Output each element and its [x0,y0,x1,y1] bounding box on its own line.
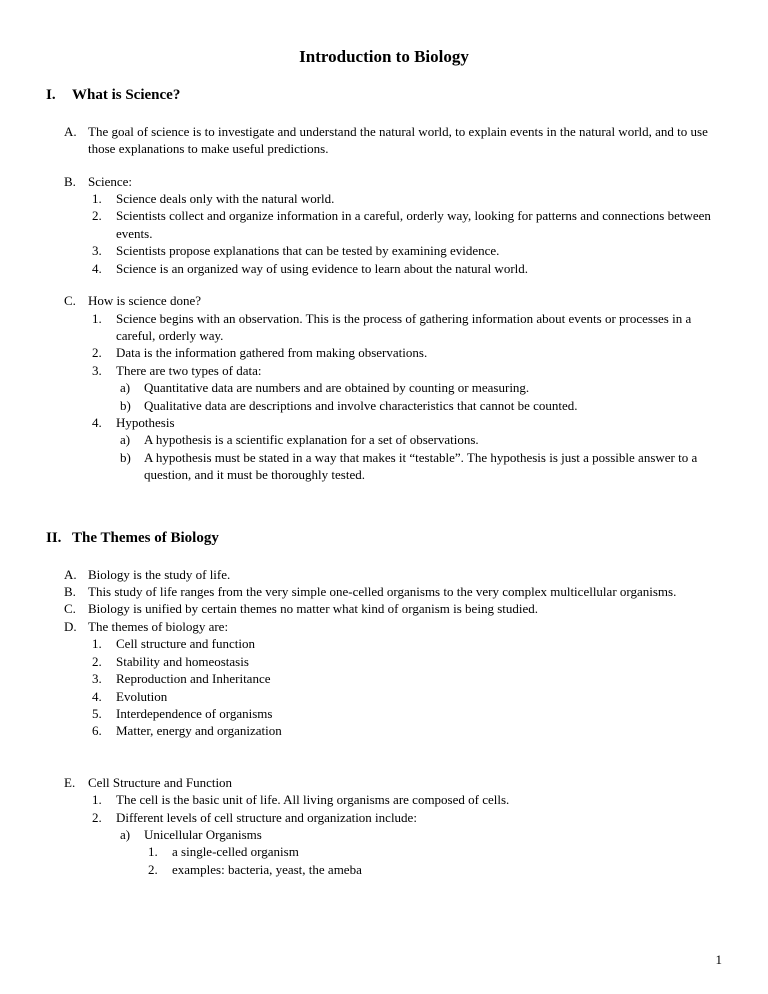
document-title: Introduction to Biology [299,47,469,66]
item-label: C. [64,293,76,309]
item-label: 4. [92,414,102,430]
outline-item [92,362,722,379]
item-text: Data is the information gathered from making observations. [116,345,428,361]
item-text: Unicellular Organisms [144,826,262,842]
item-label: 2. [92,345,102,361]
item-label: A. [64,566,77,582]
item-text: The cell is the basic unit of life. All living organisms are composed of cells. [116,792,510,808]
section-heading-2 [46,528,722,548]
item-text: Quantitative data are numbers and are obtained by counting or measuring. [144,380,530,396]
outline-item [92,791,722,808]
outline-item [148,861,722,878]
item-label: 1. [92,792,102,808]
item-label: 2. [92,809,102,825]
item-text: Science deals only with the natural world. [116,191,335,207]
item-text: Scientists collect and organize information in a careful, orderly way, looking for patterns and connections between events. [116,208,711,241]
outline-item [92,207,722,242]
outline-item [148,843,722,860]
item-label: 1. [92,636,102,652]
item-text: Scientists propose explanations that can be tested by examining evidence. [116,243,500,259]
section-title: What is Science? [72,86,181,103]
item-label: 3. [92,362,102,378]
item-text: Different levels of cell structure and organization include: [116,809,417,825]
item-label: C. [64,601,76,617]
item-text: a single-celled organism [172,844,299,860]
outline-item [92,190,722,207]
outline-item [92,310,722,345]
outline-item [64,566,722,583]
outline-item [92,809,722,826]
outline-item [92,344,722,361]
item-label: 1. [92,191,102,207]
outline-item [92,635,722,652]
item-label: E. [64,774,76,790]
outline-item [92,670,722,687]
item-text: A hypothesis is a scientific explanation for a set of observations. [144,432,479,448]
outline-item [64,600,722,617]
section-label: I. [46,86,56,103]
item-label: 4. [92,688,102,704]
page-number: 1 [715,951,722,967]
item-text: Cell structure and function [116,636,255,652]
outline-item [120,379,722,396]
item-label: B. [64,173,76,189]
item-text: Cell Structure and Function [88,774,233,790]
item-label: a) [120,432,131,448]
outline-item [92,414,722,431]
item-text: There are two types of data: [116,362,262,378]
item-text: This study of life ranges from the very simple one-celled organisms to the very complex multicellular organisms. [88,584,677,600]
item-text: Science: [88,173,133,189]
item-text: Hypothesis [116,414,175,430]
item-label: a) [120,380,131,396]
outline-item [92,705,722,722]
outline-item [92,653,722,670]
item-label: b) [120,449,131,465]
item-label: b) [120,397,131,413]
outline-item [64,618,722,635]
section-label: II. [46,529,62,546]
item-text: A hypothesis must be stated in a way that makes it “testable”. The hypothesis is just a possible answer to a question, and it must be thoroughly tested. [144,449,698,483]
item-label: 1. [148,844,158,860]
item-label: A. [64,123,77,139]
item-label: 3. [92,243,102,259]
outline-item [92,722,722,739]
item-label: 2. [92,208,102,224]
item-text: How is science done? [88,293,201,309]
item-label: 1. [92,310,102,326]
item-label: 4. [92,260,102,276]
item-text: Science is an organized way of using evidence to learn about the natural world. [116,260,529,276]
section-heading-1 [46,85,722,105]
outline-item [120,449,722,484]
item-label: D. [64,618,77,634]
outline-item [64,123,722,158]
outline-item [120,431,722,448]
section-title: The Themes of Biology [72,529,219,546]
item-label: 3. [92,671,102,687]
item-label: 2. [148,861,158,877]
outline-item [64,583,722,600]
item-text: examples: bacteria, yeast, the ameba [172,861,362,877]
item-text: Matter, energy and organization [116,723,282,739]
item-text: Biology is unified by certain themes no matter what kind of organism is being studied. [88,601,538,617]
item-text: Stability and homeostasis [116,653,249,669]
item-text: Reproduction and Inheritance [116,671,271,687]
item-text: Science begins with an observation. This is the process of gathering information about events or processes in a careful, orderly way. [116,310,692,343]
outline-item [92,688,722,705]
outline-item [120,826,722,843]
item-text: Biology is the study of life. [88,566,231,582]
outline-item [64,173,722,190]
item-text: Qualitative data are descriptions and involve characteristics that cannot be counted. [144,397,578,413]
outline-item [64,774,722,791]
outline-item [120,397,722,414]
item-text: The goal of science is to investigate and understand the natural world, to explain events in the natural world, and to use those explanations to make useful predictions. [88,123,708,157]
item-label: 5. [92,705,102,721]
item-label: 6. [92,723,102,739]
item-text: Interdependence of organisms [116,705,273,721]
item-label: B. [64,584,76,600]
outline-item [92,242,722,259]
item-label: 2. [92,653,102,669]
outline-item [92,260,722,277]
item-label: a) [120,826,131,842]
outline-item [64,292,722,309]
item-text: The themes of biology are: [88,618,229,634]
item-text: Evolution [116,688,168,704]
